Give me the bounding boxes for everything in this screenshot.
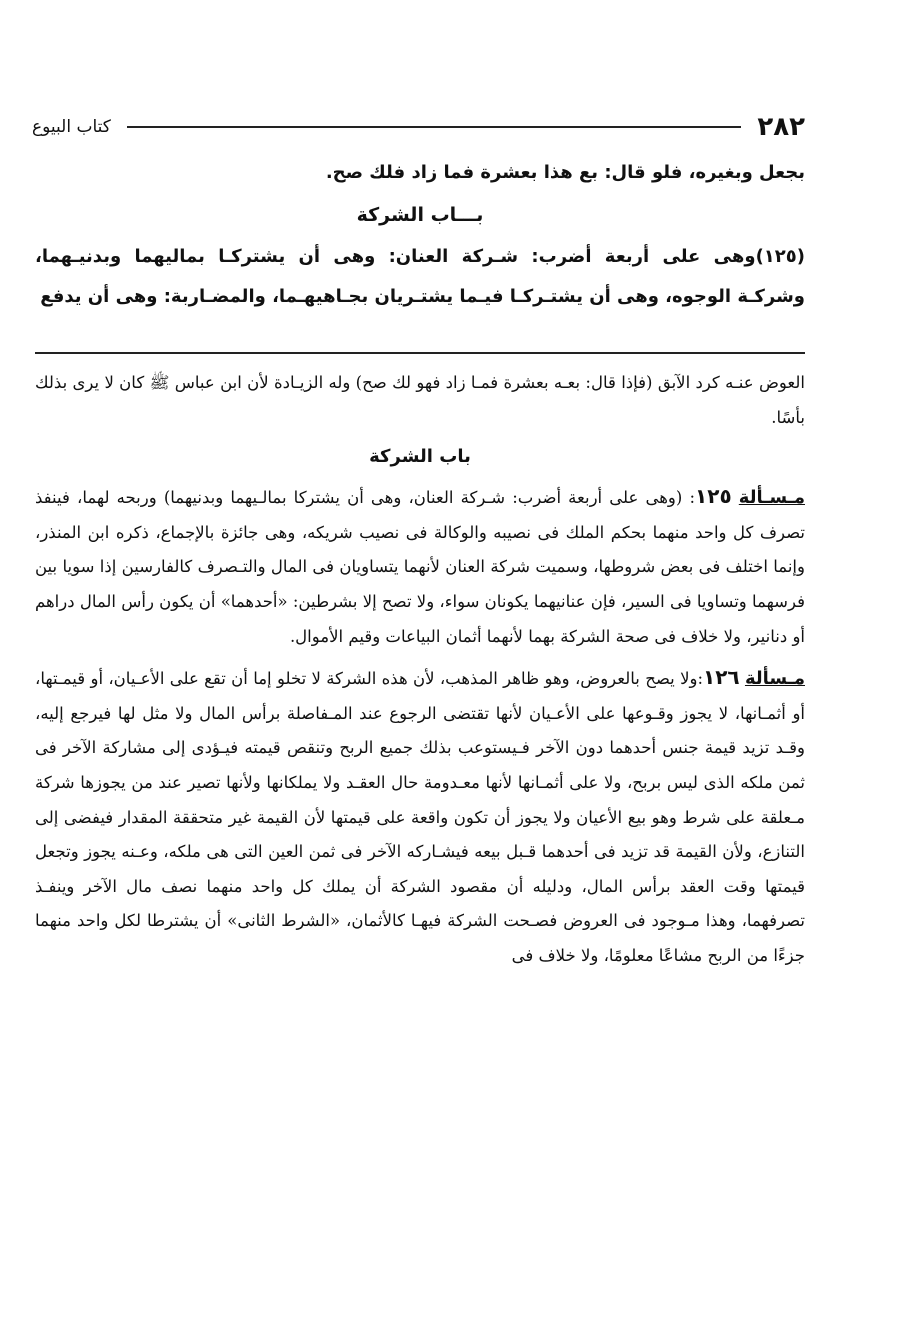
commentary-block [35,366,805,974]
masala-text: :ولا يصح بالعروض، وهو ظاهر المذهب، لأن هذه الشركة لا تخلو إما أن تقع على الأعـيان، أو قيمـتها، أو أثمـانها، لا يجوز وقـوعها على الأعـيان لأنها تقتضى الرجوع عند المـفاصلة برأس المال ولا مثل لها فيرجع إليه، وقـد تزيد قيمة جنس أحدهما دون الآخر فـيستوعب بذلك جميع الربح وتنقص قيمته فيـؤدى إلى مشاركة الآخر فى ثمن ملكه الذى ليس بربح، ولا على أثمـانها لأنها معـدومة حال العقـد ولا يملكانها ولأنها تصير عند من يجوزها شركة مـعلقة على شرط وهو بيع الأعيان ولا يجوز أن تكون واقعة على قيمتها لأن القيمة غير متحققة المقدار فيفضى إلى التنازع، ولأن القيمة قد تزيد فى أحدهما قـبل بيعه فيشـاركه الآخر فى ثمن العين التى هى ملكه، وعـنه يجوز وتجعل قيمتها وقت العقد برأس المال، ودليله أن مقصود الشركة أن يملك كل واحد منهما نصف مال الآخر وينفـذ تصرفهما، وهذا مـوجود فى العروض فصـحت الشركة فيهـا كالأثمان، «الشرط الثانى» أن يشترطا لكل واحد منهما جزءًا من الربح مشاعًا معلومًا، ولا خلاف فى [35,669,805,965]
book-title: كتاب البيوع [32,117,111,137]
header-rule [127,126,741,128]
masala-text: : (وهى على أربعة أضرب: شـركة العنان، وهى أن يشتركا بمالـيهما وبدنيهما) وربحه لهما، فينفذ تصرف كل واحد منهما بحكم الملك فى نصيبه والوكالة فى نصيب شريكه، وهى جائزة بالإجماع، ذكره ابن المنذر، وإنما اختلف فى بعض شروطها، وسميت شركة العنان لأنهما يتساويان فى المال والتـصرف كالفارسين إذا سويا بين فرسهما وتساويا فى السير، فإن عنانيهما يكونان سواء، ولا تصح إلا بشرطين: «أحدهما» أن يكون رأس المال دراهم أو دنانير، ولا خلاف فى صحة الشركة بهما لأنهما أثمان البياعات وقيم الأموال. [35,488,805,646]
masala-number: ١٢٥ [695,484,732,509]
page-header [32,112,805,142]
masala-number: ١٢٦ [703,665,740,690]
matn-section-title: بـــاب الشركة [356,204,484,226]
commentary-intro: العوض عنـه كرد الآبق (فإذا قال: بعـه بعشرة فمـا زاد فهو لك صح) وله الزيـادة لأن ابن عباس ﷺ كان لا يرى بذلك بأسًا. [35,373,805,427]
masala-126 [35,660,805,973]
commentary-section-title: باب الشركة [369,446,471,468]
page-number: ٢٨٢ [757,112,805,142]
matn-line: بجعل وبغيره، فلو قال: بع هذا بعشرة فما زاد فلك صح. [325,162,805,183]
matn-block [35,153,805,317]
masala-125 [35,479,805,654]
footnote-divider [35,352,805,354]
matn-paragraph: (١٢٥)وهى على أربعة أضرب: شـركة العنان: وهى أن يشتركـا بماليهما وبدنيـهما، وشركـة الوجوه، وهى أن يشتـركـا فيـما يشتـريان بجـاهيهـما، والمضـاربة: وهى أن يدفع [35,246,805,307]
masala-label: مـسـألة [738,487,805,509]
masala-label: مـسألة [744,668,805,690]
